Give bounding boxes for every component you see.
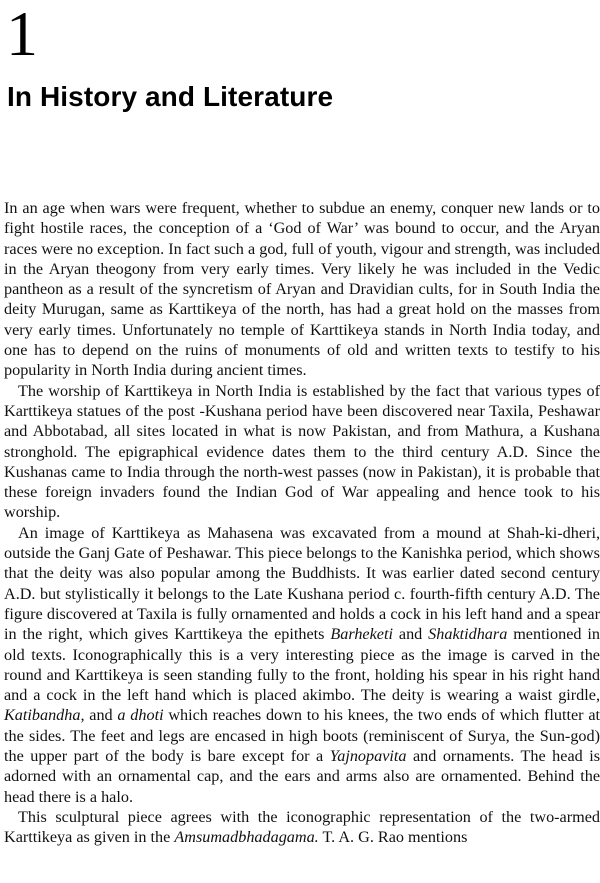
paragraph-1 [4, 198, 600, 381]
term-dhoti: a dhoti [117, 706, 164, 725]
paragraph-3-text-a: An image of Karttikeya as Mahasena was excavated from a mound at Shah-ki-dheri, outside the Ganj Gate of Peshawar. This piece belongs to the Kanishka period, which shows that the deity was also popular among the Buddhists. It was earlier dated second century A.D. but stylistically it belongs to the Late Kushana period c. fourth-fifth century A.D. The figure discovered at Taxila is fully ornamented and holds a cock in his left hand and a spear in the right, which gives Karttikeya the epithets [4, 523, 600, 644]
paragraph-4 [4, 807, 600, 848]
chapter-title: In History and Literature [7, 81, 334, 112]
paragraph-2-text: The worship of Karttikeya in North India is established by the fact that various types of Karttikeya statues of the post -Kushana period have been discovered near Taxila, Peshawar and Abbotabad, all sites located in what is now Pakistan, and from Mathura, a Kushana stronghold. The epigraphical evidence dates them to the third century A.D. Since the Kushanas came to India through the north-west passes (now in Pakistan), it is probable that these foreign invaders found the Indian God of War appealing and hence took to his worship. [4, 381, 600, 522]
paragraph-3-text-d: and [84, 706, 118, 725]
paragraph-3-text-c: mentioned in old texts. Iconographically this is a very interesting piece as the image is carved in the round and Karttikeya is seen standing fully to the front, holding his spear in his right hand and a cock in the left hand which is placed akimbo. The deity is wearing a waist girdle, [4, 625, 600, 705]
chapter-number: 1 [6, 0, 38, 69]
paragraph-3 [4, 523, 600, 807]
paragraph-3-text-e: which reaches down to his knees, the two ends of which flutter at the sides. The feet and legs are encased in high boots (reminiscent of Surya, the Sun-god) the upper part of the body is bare except for a [4, 706, 600, 766]
body-text [4, 198, 600, 848]
term-amsumadbhadagama: Amsumadbhadagama. [174, 828, 319, 847]
term-barheketi: Barheketi [330, 625, 393, 644]
term-shaktidhara: Shaktidhara [428, 625, 508, 644]
paragraph-2 [4, 381, 600, 523]
term-katibandha: Katibandha, [4, 706, 85, 725]
paragraph-1-text: In an age when wars were frequent, whether to subdue an enemy, conquer new lands or to fight hostile races, the conception of a ‘God of War’ was bound to occur, and the Aryan races were no exception. In fact such a god, full of youth, vigour and strength, was included in the Aryan theogony from very early times. Very likely he was included in the Vedic pantheon as a result of the syncretism of Aryan and Dravidian cults, for in South India the deity Murugan, same as Karttikeya of the north, has had a great hold on the masses from very early times. Unfortunately no temple of Karttikeya stands in North India today, and one has to depend on the ruins of monuments of old and written texts to testify to his popularity in North India during ancient times. [4, 199, 600, 380]
term-yajnopavita: Yajnopavita [329, 747, 407, 766]
paragraph-4-text-b: T. A. G. Rao mentions [318, 828, 468, 847]
paragraph-3-text-f: and ornaments. The head is adorned with an ornamental cap, and the ears and arms also are ornamented. Behind the head there is a halo. [4, 747, 600, 806]
paragraph-3-text-b: and [392, 625, 429, 644]
paragraph-4-text-a: This sculptural piece agrees with the iconographic representation of the two-armed Karttikeya as given in the [4, 807, 600, 847]
